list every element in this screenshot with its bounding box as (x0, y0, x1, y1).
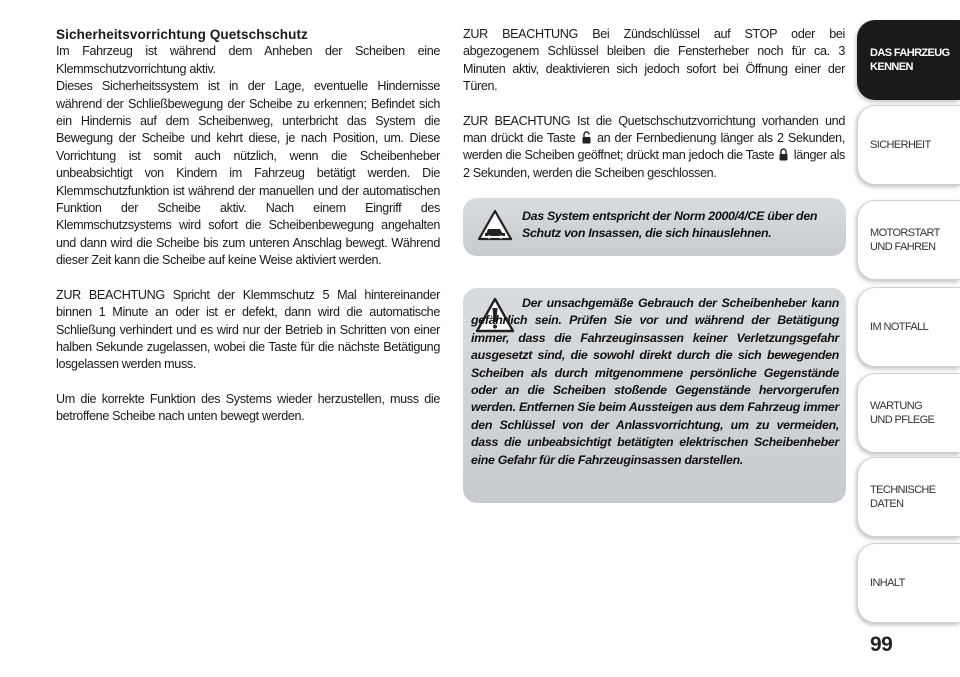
tab-label: WARTUNG UND PFLEGE (870, 400, 935, 426)
unlock-icon (582, 131, 591, 144)
remote-text-part-2: an der Fernbedienung länger als 2 Sekunden, werden die Scheiben geöffnet; drückt man jedoch die Taste (463, 131, 845, 163)
warning-note-text: Der unsachgemäße Gebrauch der Scheibenheber kann gefährlich sein. Prüfen Sie vor und während der Betätigung immer, dass die Fahrzeuginsassen keiner Verletzungsgefahr ausgesetzt sind, die sowohl direkt durch die sich bewegenden Scheiben als durch mitgenommene persönliche Gegenstände oder an die Scheiben stoßende Gegenstände hervorgerufen werden. Entfernen Sie beim Aussteigen aus dem Fahrzeug immer den Schlüssel von der Anlassvorrichtung, um zu vermeiden, dass die unbeabsichtigt betätigten elektrischen Scheibenheber eine Gefahr für die Fahrzeuginsassen darstellen. (471, 296, 839, 467)
remote-text-part-3: länger als 2 Sekunden, werden die Scheiben geschlossen. (463, 148, 845, 180)
tab-label: DAS FAHRZEUG KENNEN (870, 47, 950, 73)
paragraph-attention-remote (463, 113, 845, 183)
tab-label: INHALT (870, 577, 905, 589)
paragraph-intro: Im Fahrzeug ist während dem Anheben der Scheiben eine Klemmschutzvorrichtung aktiv. (56, 44, 440, 76)
tab-motorstart-und-fahren[interactable] (857, 200, 960, 280)
tab-im-notfall[interactable] (857, 287, 960, 367)
tab-das-fahrzeug-kennen[interactable] (857, 20, 960, 100)
warning-note-box (463, 288, 846, 503)
norm-note-text: Das System entspricht der Norm 2000/4/CE über den Schutz von Insassen, die sich hinauslehnen. (522, 209, 818, 241)
left-column (56, 26, 440, 426)
lock-icon (779, 148, 788, 161)
right-column (463, 26, 845, 182)
norm-note-box (463, 198, 846, 256)
paragraph-attention-stop: ZUR BEACHTUNG Bei Zündschlüssel auf STOP oder bei abgezogenem Schlüssel bleiben die Fensterheber noch für ca. 3 Minuten aktiv, deaktivieren sich jedoch sofort bei Öffnung einer der Türen. (463, 27, 845, 94)
paragraph-attention-defect: ZUR BEACHTUNG Spricht der Klemmschutz 5 Mal hintereinander binnen 1 Minute an oder ist er defekt, dann wird die automatische Schließung verhindert und es wird nur der Betrieb in Schritten von einer halben Sekunde zugelassen, wobei die Taste für die nächste Betätigung losgelassen werden muss. (56, 287, 440, 372)
paragraph-restore-function: Um die korrekte Funktion des Systems wieder herzustellen, muss die betroffene Scheibe nach unten bewegt werden. (56, 391, 440, 424)
tab-label: TECHNISCHE DATEN (870, 484, 936, 510)
tab-inhalt[interactable] (857, 543, 960, 623)
paragraph-system-description: Dieses Sicherheitssystem ist in der Lage, eventuelle Hindernisse während der Schließbewegung der Scheibe zu erkennen; Befindet sich ein Hindernis auf dem Scheibenweg, unterbricht das System die Bewegung der Scheibe und kehrt diese, je nach Position, um. Diese Vorrichtung ist somit auch nützlich, wenn die Scheibenheber unbeabsichtigt von Kindern im Fahrzeug betätigt werden. Die Klemmschutzfunktion ist während der manuellen und der automatischen Funktion der Scheibe aktiv. Nach einem Eingriff des Klemmschutzsystems wird sofort die Scheibenbewegung angehalten und dann wird die Scheibe bis zum unteren Anschlag bewegt. Während dieser Zeit kann die Scheibe auf keine Weise aktiviert werden. (56, 79, 440, 268)
tab-wartung-und-pflege[interactable] (857, 373, 960, 453)
section-heading: Sicherheitsvorrichtung Quetschschutz (56, 27, 308, 42)
car-window-warning-icon (477, 209, 513, 241)
tab-label: MOTORSTART UND FAHREN (870, 227, 940, 253)
page-number: 99 (870, 633, 893, 656)
chapter-sidebar (857, 0, 960, 677)
tab-label: IM NOTFALL (870, 321, 929, 333)
tab-label: SICHERHEIT (870, 139, 931, 151)
tab-sicherheit[interactable] (857, 105, 960, 185)
remote-text-part-1: ZUR BEACHTUNG Ist die Quetschschutzvorrichtung vorhanden und man drückt die Taste (463, 113, 845, 146)
tab-technische-daten[interactable] (857, 457, 960, 537)
